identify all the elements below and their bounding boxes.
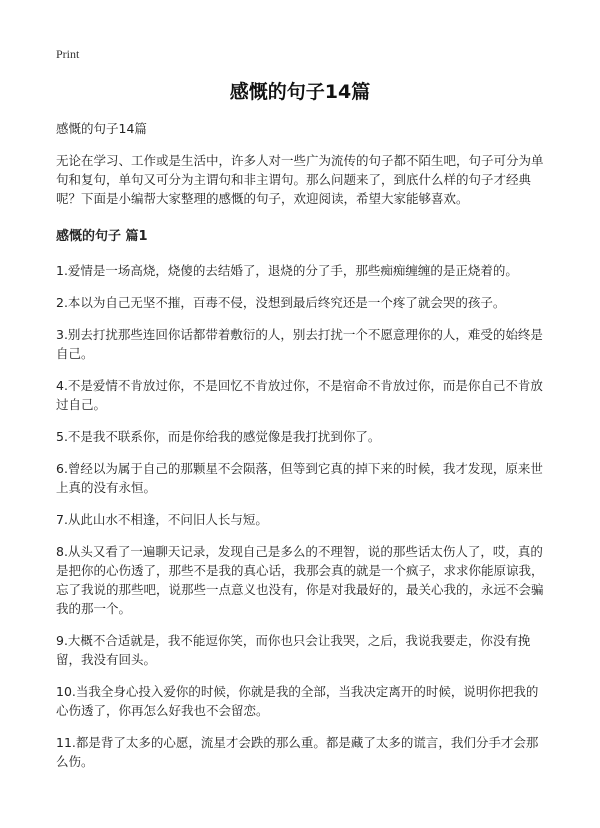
intro-paragraph: 无论在学习、工作或是生活中，许多人对一些广为流传的句子都不陌生吧，句子可分为单句和复句，单句又可分为主谓句和非主谓句。那么问题来了，到底什么样的句子才经典呢？下面是小编帮大家整理的感慨的句子，欢迎阅读，希望大家能够喜欢。: [56, 153, 544, 206]
list-item: 1.爱情是一场高烧，烧傻的去结婚了，退烧的分了手，那些痴痴缠缠的是正烧着的。: [56, 263, 518, 278]
list-item: 4.不是爱情不肯放过你，不是回忆不肯放过你，不是宿命不肯放过你，而是你自己不肯放过自己。: [56, 378, 543, 412]
list-item: 9.大概不合适就是，我不能逗你笑，而你也只会让我哭，之后，我说我要走，你没有挽留，我没有回头。: [56, 633, 531, 667]
print-link[interactable]: Print: [56, 47, 80, 61]
article-body: [56, 120, 548, 784]
list-item: 11.都是背了太多的心愿，流星才会跌的那么重。都是藏了太多的谎言，我们分手才会那么伤。: [56, 735, 539, 769]
list-item: 6.曾经以为属于自己的那颗星不会陨落，但等到它真的掉下来的时候，我才发现，原来世上真的没有永恒。: [56, 461, 543, 495]
list-item: 7.从此山水不相逢，不问旧人长与短。: [56, 512, 268, 527]
list-item: 3.别去打扰那些连回你话都带着敷衍的人，别去打扰一个不愿意理你的人，难受的始终是自己。: [56, 327, 543, 361]
list-item: 5.不是我不联系你，而是你给我的感觉像是我打扰到你了。: [56, 429, 381, 444]
list-item: 2.本以为自己无坚不摧，百毒不侵，没想到最后终究还是一个疼了就会哭的孩子。: [56, 295, 506, 310]
list-item: 8.从头又看了一遍聊天记录，发现自己是多么的不理智，说的那些话太伤人了，哎，真的是把你的心伤透了，那些不是我的真心话，我那会真的就是一个疯子，求求你能原谅我，忘了我说的那些吧，说那些一点意义也没有，你是对我最好的，最关心我的，永远不会骗我的那一个。: [56, 544, 544, 616]
page-title: 感慨的句子14篇: [229, 81, 371, 103]
article-subtitle: 感慨的句子14篇: [56, 121, 147, 136]
list-item: 10.当我全身心投入爱你的时候，你就是我的全部，当我决定离开的时候，说明你把我的心伤透了，你再怎么好我也不会留恋。: [56, 684, 539, 718]
section-heading: 感慨的句子 篇1: [56, 229, 148, 244]
